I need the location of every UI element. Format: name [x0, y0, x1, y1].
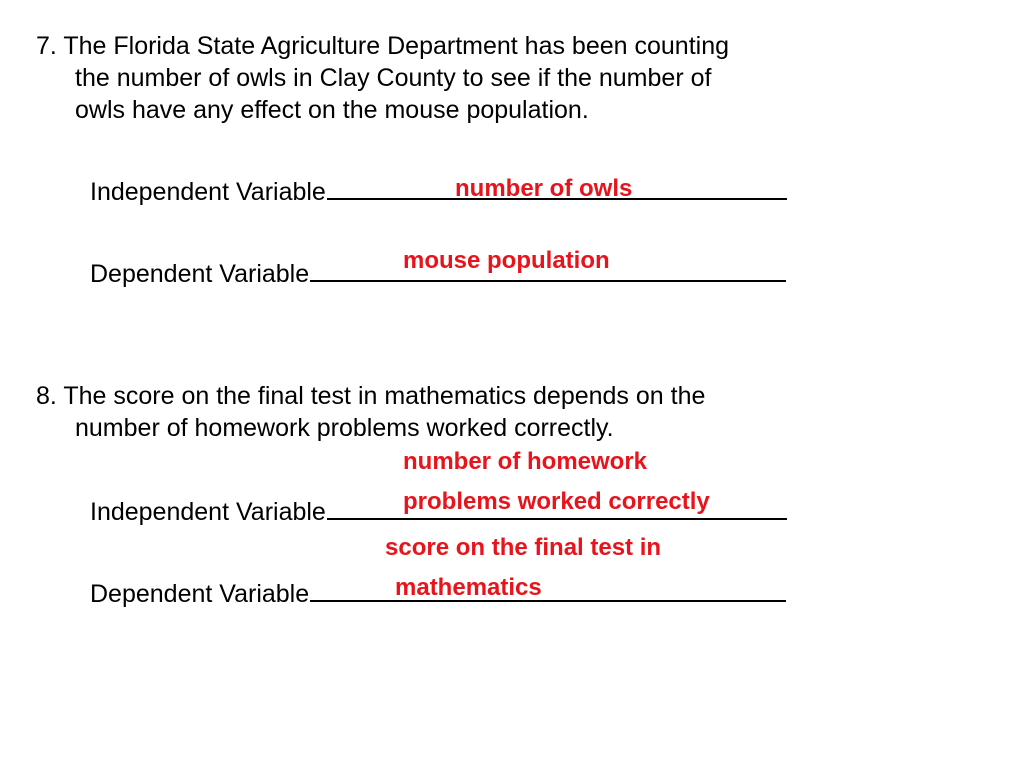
- question-7-line-3: owls have any effect on the mouse population.: [75, 96, 589, 124]
- q8-independent-answer-line-1: number of homework: [403, 448, 648, 475]
- question-8-line-1: 8. The score on the final test in mathematics depends on the: [36, 382, 706, 410]
- q8-dependent-answer-line-1: score on the final test in: [385, 534, 662, 561]
- q8-independent-label: Independent Variable: [90, 498, 326, 526]
- question-7-line-2: the number of owls in Clay County to see if the number of: [75, 64, 712, 92]
- q8-dependent-label: Dependent Variable: [90, 580, 310, 608]
- q7-dependent-answer: mouse population: [403, 247, 610, 274]
- q7-independent-answer: number of owls: [455, 175, 633, 202]
- q7-independent-label: Independent Variable: [90, 178, 326, 206]
- question-7-line-1: 7. The Florida State Agriculture Department has been counting: [36, 32, 730, 60]
- question-8-line-2: number of homework problems worked correctly.: [75, 414, 614, 442]
- q8-dependent-blank: [310, 578, 786, 602]
- q7-dependent-label: Dependent Variable: [90, 260, 310, 288]
- q8-independent-answer-line-2: problems worked correctly: [403, 488, 710, 515]
- q7-independent-row: [90, 176, 787, 208]
- q8-dependent-answer-line-2: mathematics: [395, 574, 542, 601]
